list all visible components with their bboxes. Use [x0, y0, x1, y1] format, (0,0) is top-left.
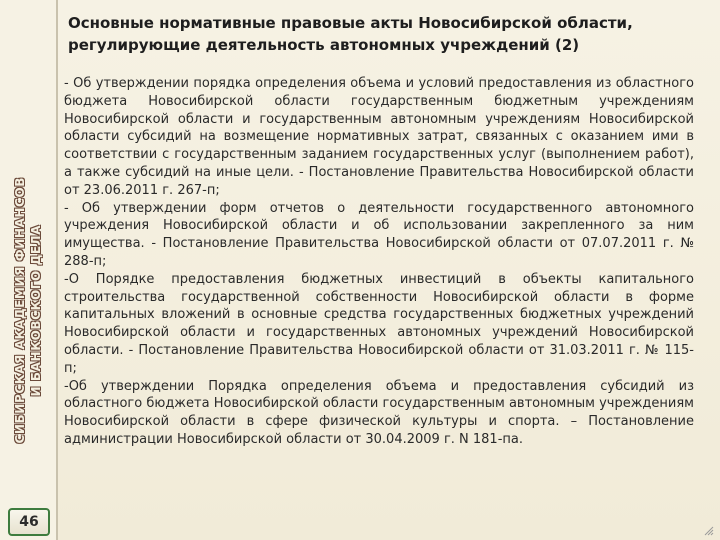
side-label-line1: СИБИРСКАЯ АКАДЕМИЯ ФИНАНСОВ [13, 176, 27, 444]
resize-grip-icon[interactable] [704, 526, 714, 536]
resize-grip-icon-svg [704, 526, 714, 536]
paragraph: -Об утверждении Порядка определения объема и предоставления субсидий из областного бюджета Новосибирской области государственным автономным учреждениям Новосибирской области в сфере физической культуры и спорта. – Постановление администрации Новосибирской области от 30.04.2009 г. N 181-па. [64, 378, 694, 447]
page-number: 46 [8, 508, 50, 536]
side-label-text [12, 177, 44, 444]
paragraph: - Об утверждении форм отчетов о деятельности государственного автономного учреждения Новосибирской области и об использовании закрепленного за ним имущества. - Постановление Правительства Новосибирской области от 07.07.2011 г. № 288-п; [64, 200, 694, 269]
slide-title-line1: Основные нормативные правовые акты Новосибирской области, [68, 14, 633, 32]
paragraph: -О Порядке предоставления бюджетных инвестиций в объекты капитального строительства государственной собственности Новосибирской области в форме капитальных вложений в основные средства государственных бюджетных учреждений Новосибирской области и государственных автономных учреждений Новосибирской области. - Постановление Правительства Новосибирской области от 31.03.2011 г. № 115-п; [64, 271, 694, 376]
side-label [6, 176, 50, 444]
slide-title-line2: регулирующие деятельность автономных учреждений (2) [68, 36, 580, 54]
slide-body [64, 75, 694, 449]
side-divider [56, 0, 58, 540]
paragraph: - Об утверждении порядка определения объема и условий предоставления из областного бюджета Новосибирской области государственным бюджетным учреждениям Новосибирской области и государственным автономным учреждениям Новосибирской области субсидий на возмещение нормативных затрат, связанных с оказанием ими в соответствии с государственным заданием государственных услуг (выполнением работ), а также субсидий на иные цели. - Постановление Правительства Новосибирской области от 23.06.2011 г. 267-п; [64, 76, 694, 198]
side-label-line2: И БАНКОВСКОГО ДЕЛА [29, 224, 43, 396]
slide-title [68, 12, 708, 56]
